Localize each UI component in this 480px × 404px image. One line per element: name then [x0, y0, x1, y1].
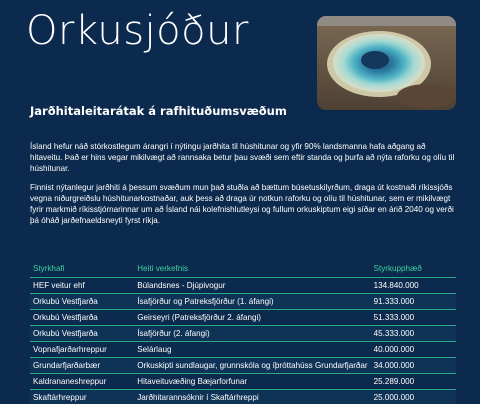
- cell-project: Geirseyri (Patreksfjörður 2. áfangi): [134, 309, 370, 325]
- cell-amount: 40.000.000: [371, 341, 456, 357]
- cell-grantee: Kaldrananeshreppur: [30, 373, 134, 389]
- grants-table: [30, 261, 456, 404]
- table-row: [30, 325, 456, 341]
- cell-amount: 34.000.000: [371, 357, 456, 373]
- hot-spring-photo: [317, 16, 456, 110]
- header-project: Heiti verkefnis: [137, 264, 189, 274]
- section-heading: Jarðhitaleitarátak á rafhituðumsvæðum: [30, 104, 287, 118]
- table-row: [30, 357, 456, 373]
- cell-amount: 25.000.000: [371, 389, 456, 404]
- cell-amount: 134.840.000: [371, 277, 456, 293]
- cell-grantee: Skaftárhreppur: [30, 389, 134, 404]
- table-row: [30, 341, 456, 357]
- table-row: [30, 373, 456, 389]
- intro-paragraph: Ísland hefur náð stórkostlegum árangri í nýtingu jarðhita til húshitunar og yfir 90% landsmanna hafa aðgang að hitaveitu. Það er hins vegar mikilvægt að rannsaka betur þau svæði sem eftir standa og þurfa að nýta raforku og olíu til húshitunar.: [30, 142, 455, 173]
- cell-project: Hitaveituvæðing Bæjarforfunar: [134, 373, 370, 389]
- cell-amount: 51.333.000: [371, 309, 456, 325]
- cell-project: Ísafjörður og Patreksfjörður (1. áfangi): [134, 293, 370, 309]
- cell-grantee: Grundarfjarðarbær: [30, 357, 134, 373]
- cell-grantee: Orkubú Vestfjarða: [30, 325, 134, 341]
- cell-amount: 45.333.000: [371, 325, 456, 341]
- cell-project: Búlandsnes - Djúpivogur: [134, 277, 370, 293]
- cell-project: Ísafjörður (2. áfangi): [134, 325, 370, 341]
- cell-amount: 91.333.000: [371, 293, 456, 309]
- table-row: [30, 389, 456, 404]
- cell-grantee: Orkubú Vestfjarða: [30, 293, 134, 309]
- table-row: [30, 277, 456, 293]
- table-row: [30, 293, 456, 309]
- cell-grantee: Orkubú Vestfjarða: [30, 309, 134, 325]
- page-title: Orkusjóður: [26, 8, 249, 54]
- cell-grantee: Vopnafjarðarhreppur: [30, 341, 134, 357]
- cell-project: Jarðhitarannsóknir í Skaftárhreppi: [134, 389, 370, 404]
- table-row: [30, 309, 456, 325]
- table-header-row: [30, 261, 456, 277]
- cell-grantee: HEF veitur ehf: [30, 277, 134, 293]
- benefits-paragraph: Finnist nýtanlegur jarðhiti á þessum svæðum mun það stuðla að bættum búsetuskilyrðum, draga út kostnaði ríkissjóðs vegna niðurgreiðslu húshitunarkostnaðar, auk þess að draga úr notkun raforku og olíu til húshitunar, sem er mikilvægt fyrir markmið ríkisstjórnarinnar um að Ísland nái kolefnishlutleysi og fullum orkuskiptum eigi síðar en árið 2040 og verði þá óháð jarðefnaeldsneyti fyrst ríkja.: [30, 183, 454, 225]
- header-amount: Styrkupphæð: [373, 264, 422, 274]
- header-grantee: Styrkhafi: [33, 264, 65, 274]
- cell-amount: 25.289.000: [371, 373, 456, 389]
- cell-project: Orkuskipti sundlaugar, grunnskóla og íþróttahúss Grundarfjarðar: [134, 357, 370, 373]
- cell-project: Selárlaug: [134, 341, 370, 357]
